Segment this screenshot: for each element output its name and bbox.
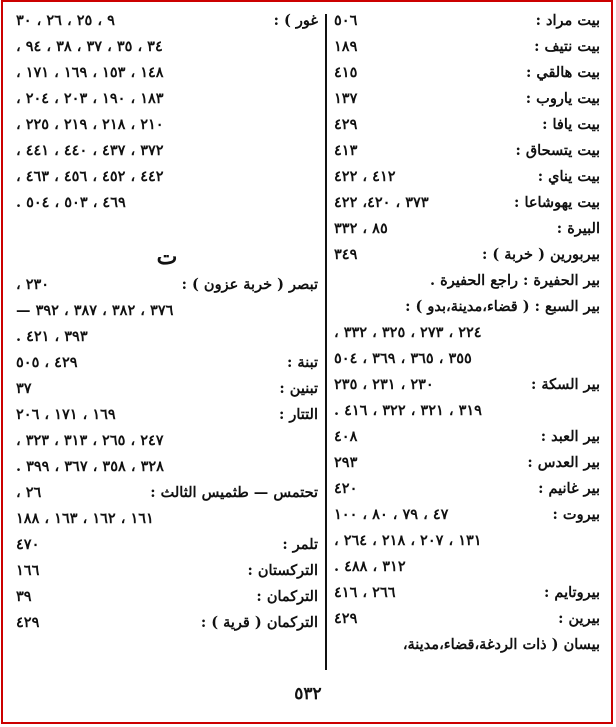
index-entry	[16, 402, 318, 428]
index-entry	[334, 164, 600, 190]
entry-label: تحتمس — طثميس الثالث :	[150, 484, 318, 501]
entry-pages: ٤٢٩	[334, 116, 358, 133]
index-entry	[334, 398, 600, 424]
entry-label: بيت هالقي :	[525, 64, 600, 81]
entry-pages: ٤١٢ ، ٤٢٢	[334, 168, 396, 185]
index-entry	[334, 424, 600, 450]
entry-pages: ٣٩٣ ، ٤٢١ .	[16, 328, 88, 345]
entry-pages: ٣٤٩	[334, 246, 358, 263]
index-entry	[16, 138, 318, 164]
index-entry	[334, 606, 600, 632]
index-entry	[16, 164, 318, 190]
index-entry	[16, 324, 318, 350]
index-entry	[16, 8, 318, 34]
index-entry	[16, 60, 318, 86]
entry-label: بير الحفيرة : راجع الحفيرة .	[430, 272, 600, 289]
entry-pages: ٣٧٣ ، ٤٢٠، ٤٢٢	[334, 194, 429, 211]
entry-pages: ١٨٣ ، ١٩٠ ، ٢٠٣ ، ٢٠٤ ،	[16, 90, 164, 107]
index-entry	[334, 476, 600, 502]
index-entry	[16, 584, 318, 610]
entry-pages: ٤٠٨	[334, 428, 358, 445]
entry-pages: ٣٤ ، ٣٥ ، ٣٧ ، ٣٨ ، ٩٤ ،	[16, 38, 163, 55]
entry-label: التتار :	[278, 406, 318, 423]
entry-pages: ١٣١ ، ٢٠٧ ، ٢١٨ ، ٢٦٤ ،	[334, 532, 482, 549]
entry-pages: ٤٧ ، ٧٩ ، ٨٠ ، ١٠٠	[334, 506, 449, 523]
index-entry	[16, 610, 318, 636]
entry-label: البيرة :	[556, 220, 600, 237]
index-entry	[16, 558, 318, 584]
index-entry	[334, 34, 600, 60]
entry-label: بير السكة :	[530, 376, 600, 393]
entry-pages: ٣٢٨ ، ٣٥٨ ، ٣٦٧ ، ٣٩٩ .	[16, 458, 164, 475]
entry-pages: ٤١٣	[334, 142, 358, 159]
entry-pages: ٣١٢ ، ٤٨٨ .	[334, 558, 406, 575]
entry-pages: ٢٢٤ ، ٢٧٣ ، ٣٢٥ ، ٣٣٢ ،	[334, 324, 482, 341]
entry-label: بيروت :	[552, 506, 600, 523]
index-entry	[16, 376, 318, 402]
index-entry	[334, 60, 600, 86]
entry-label: بيروتايم :	[544, 584, 600, 601]
entry-label: تلمر :	[282, 536, 318, 553]
entry-label: بيسان ( ذات الردغة،قضاء،مدينة،	[402, 636, 600, 653]
entry-pages: ٤٢٩ ، ٥٠٥	[16, 354, 78, 371]
index-entry	[334, 528, 600, 554]
entry-pages: ١٦٩ ، ١٧١ ، ٢٠٦	[16, 406, 116, 423]
entry-label: بيت يتسحاق :	[515, 142, 600, 159]
index-entry	[16, 480, 318, 506]
entry-pages: ١٨٩	[334, 38, 358, 55]
entry-pages: ٤١٥	[334, 64, 358, 81]
entry-label: بيت يافا :	[542, 116, 600, 133]
entry-label: التركستان :	[247, 562, 318, 579]
index-entry	[334, 86, 600, 112]
entry-pages: ٣٩	[16, 588, 32, 605]
index-entry	[334, 320, 600, 346]
index-entry	[334, 268, 600, 294]
page-number: ٥٣٢	[294, 684, 322, 704]
index-entry	[334, 138, 600, 164]
right-column	[334, 8, 600, 658]
index-entry	[334, 554, 600, 580]
index-entry	[334, 632, 600, 658]
entry-label: التركمان :	[256, 588, 318, 605]
index-entry	[16, 112, 318, 138]
index-entry	[334, 502, 600, 528]
index-entry	[334, 450, 600, 476]
entry-pages: ٤٧٠	[16, 536, 40, 553]
index-entry	[16, 532, 318, 558]
index-entry	[334, 294, 600, 320]
entry-pages: ٣٧	[16, 380, 32, 397]
entry-label: بيربورين ( خربة ) :	[481, 246, 600, 263]
entry-pages: ٢٤٧ ، ٢٦٥ ، ٣١٣ ، ٣٢٣ ،	[16, 432, 164, 449]
entry-pages: ٢٣٠ ، ٢٣١ ، ٢٣٥	[334, 376, 434, 393]
entry-label: بيت يناي :	[537, 168, 600, 185]
index-entry	[16, 428, 318, 454]
index-entry	[334, 190, 600, 216]
entry-pages: ٨٥ ، ٣٣٢	[334, 220, 388, 237]
column-divider	[325, 14, 327, 670]
entry-pages: ٣٧٢ ، ٤٣٧ ، ٤٤٠ ، ٤٤١ ،	[16, 142, 164, 159]
entry-pages: ٤٢٠	[334, 480, 358, 497]
entry-pages: ٣٥٥ ، ٣٦٥ ، ٣٦٩ ، ٥٠٤	[334, 350, 472, 367]
index-entry	[334, 112, 600, 138]
section-gap	[16, 216, 318, 242]
entry-label: بير غانيم :	[538, 480, 600, 497]
entry-pages: ٣١٩ ، ٣٢١ ، ٣٢٢ ، ٤١٦ .	[334, 402, 482, 419]
entry-pages: ٢١٠ ، ٢١٨ ، ٢١٩ ، ٢٢٥ ،	[16, 116, 164, 133]
entry-label: بير العبد :	[540, 428, 600, 445]
index-entry	[334, 346, 600, 372]
section-letter: ت	[156, 244, 178, 270]
index-entry	[16, 272, 318, 298]
index-entry	[16, 34, 318, 60]
left-column-bottom	[16, 272, 318, 636]
entry-pages: ١٣٧	[334, 90, 358, 107]
entry-pages: ٤٦٩ ، ٥٠٣ ، ٥٠٤ .	[16, 194, 126, 211]
entry-label: تبنين :	[279, 380, 318, 397]
index-entry	[334, 8, 600, 34]
entry-pages: ١٦٦	[16, 562, 40, 579]
entry-label: بيرين :	[558, 610, 600, 627]
entry-label: بير السبع : ( قضاء،مدينة،بدو ) :	[405, 298, 600, 315]
entry-pages: ٤٢٩	[16, 614, 40, 631]
entry-pages: ٤٤٢ ، ٤٥٢ ، ٤٥٦ ، ٤٦٣ ،	[16, 168, 164, 185]
left-column-top	[16, 8, 318, 216]
entry-pages: ٢٩٣	[334, 454, 358, 471]
entry-pages: ٥٠٦	[334, 12, 358, 29]
index-entry	[16, 454, 318, 480]
index-entry	[334, 580, 600, 606]
entry-label: بيت نتيف :	[534, 38, 600, 55]
index-entry	[16, 86, 318, 112]
index-entry	[16, 298, 318, 324]
index-entry	[16, 350, 318, 376]
entry-pages: ٢٦ ،	[16, 484, 42, 501]
left-column	[16, 8, 318, 636]
entry-pages: ٢٦٦ ، ٤١٦	[334, 584, 396, 601]
entry-pages: ١٤٨ ، ١٥٣ ، ١٦٩ ، ١٧١ ،	[16, 64, 164, 81]
entry-label: بير العدس :	[527, 454, 600, 471]
entry-pages: ١٦١ ، ١٦٢ ، ١٦٣ ، ١٨٨	[16, 510, 154, 527]
entry-pages: ٩ ، ٢٥ ، ٢٦ ، ٣٠	[16, 12, 115, 29]
entry-pages: ٢٣٠ ،	[16, 276, 50, 293]
entry-label: بيت ياروب :	[525, 90, 600, 107]
index-entry	[334, 372, 600, 398]
entry-label: بيت مراد :	[535, 12, 600, 29]
entry-label: تبصر ( خربة عزون ) :	[181, 276, 318, 293]
entry-label: بيت يهوشاعا :	[514, 194, 600, 211]
entry-label: التركمان ( قرية ) :	[200, 614, 318, 631]
entry-pages: ٤٢٩	[334, 610, 358, 627]
entry-label: غور ) :	[273, 12, 318, 29]
entry-label: تبنة :	[287, 354, 318, 371]
index-entry	[334, 242, 600, 268]
index-entry	[334, 216, 600, 242]
index-entry	[16, 190, 318, 216]
entry-pages: ٣٧٦ ، ٣٨٢ ، ٣٨٧ ، ٣٩٢ —	[16, 302, 174, 319]
index-entry	[16, 506, 318, 532]
